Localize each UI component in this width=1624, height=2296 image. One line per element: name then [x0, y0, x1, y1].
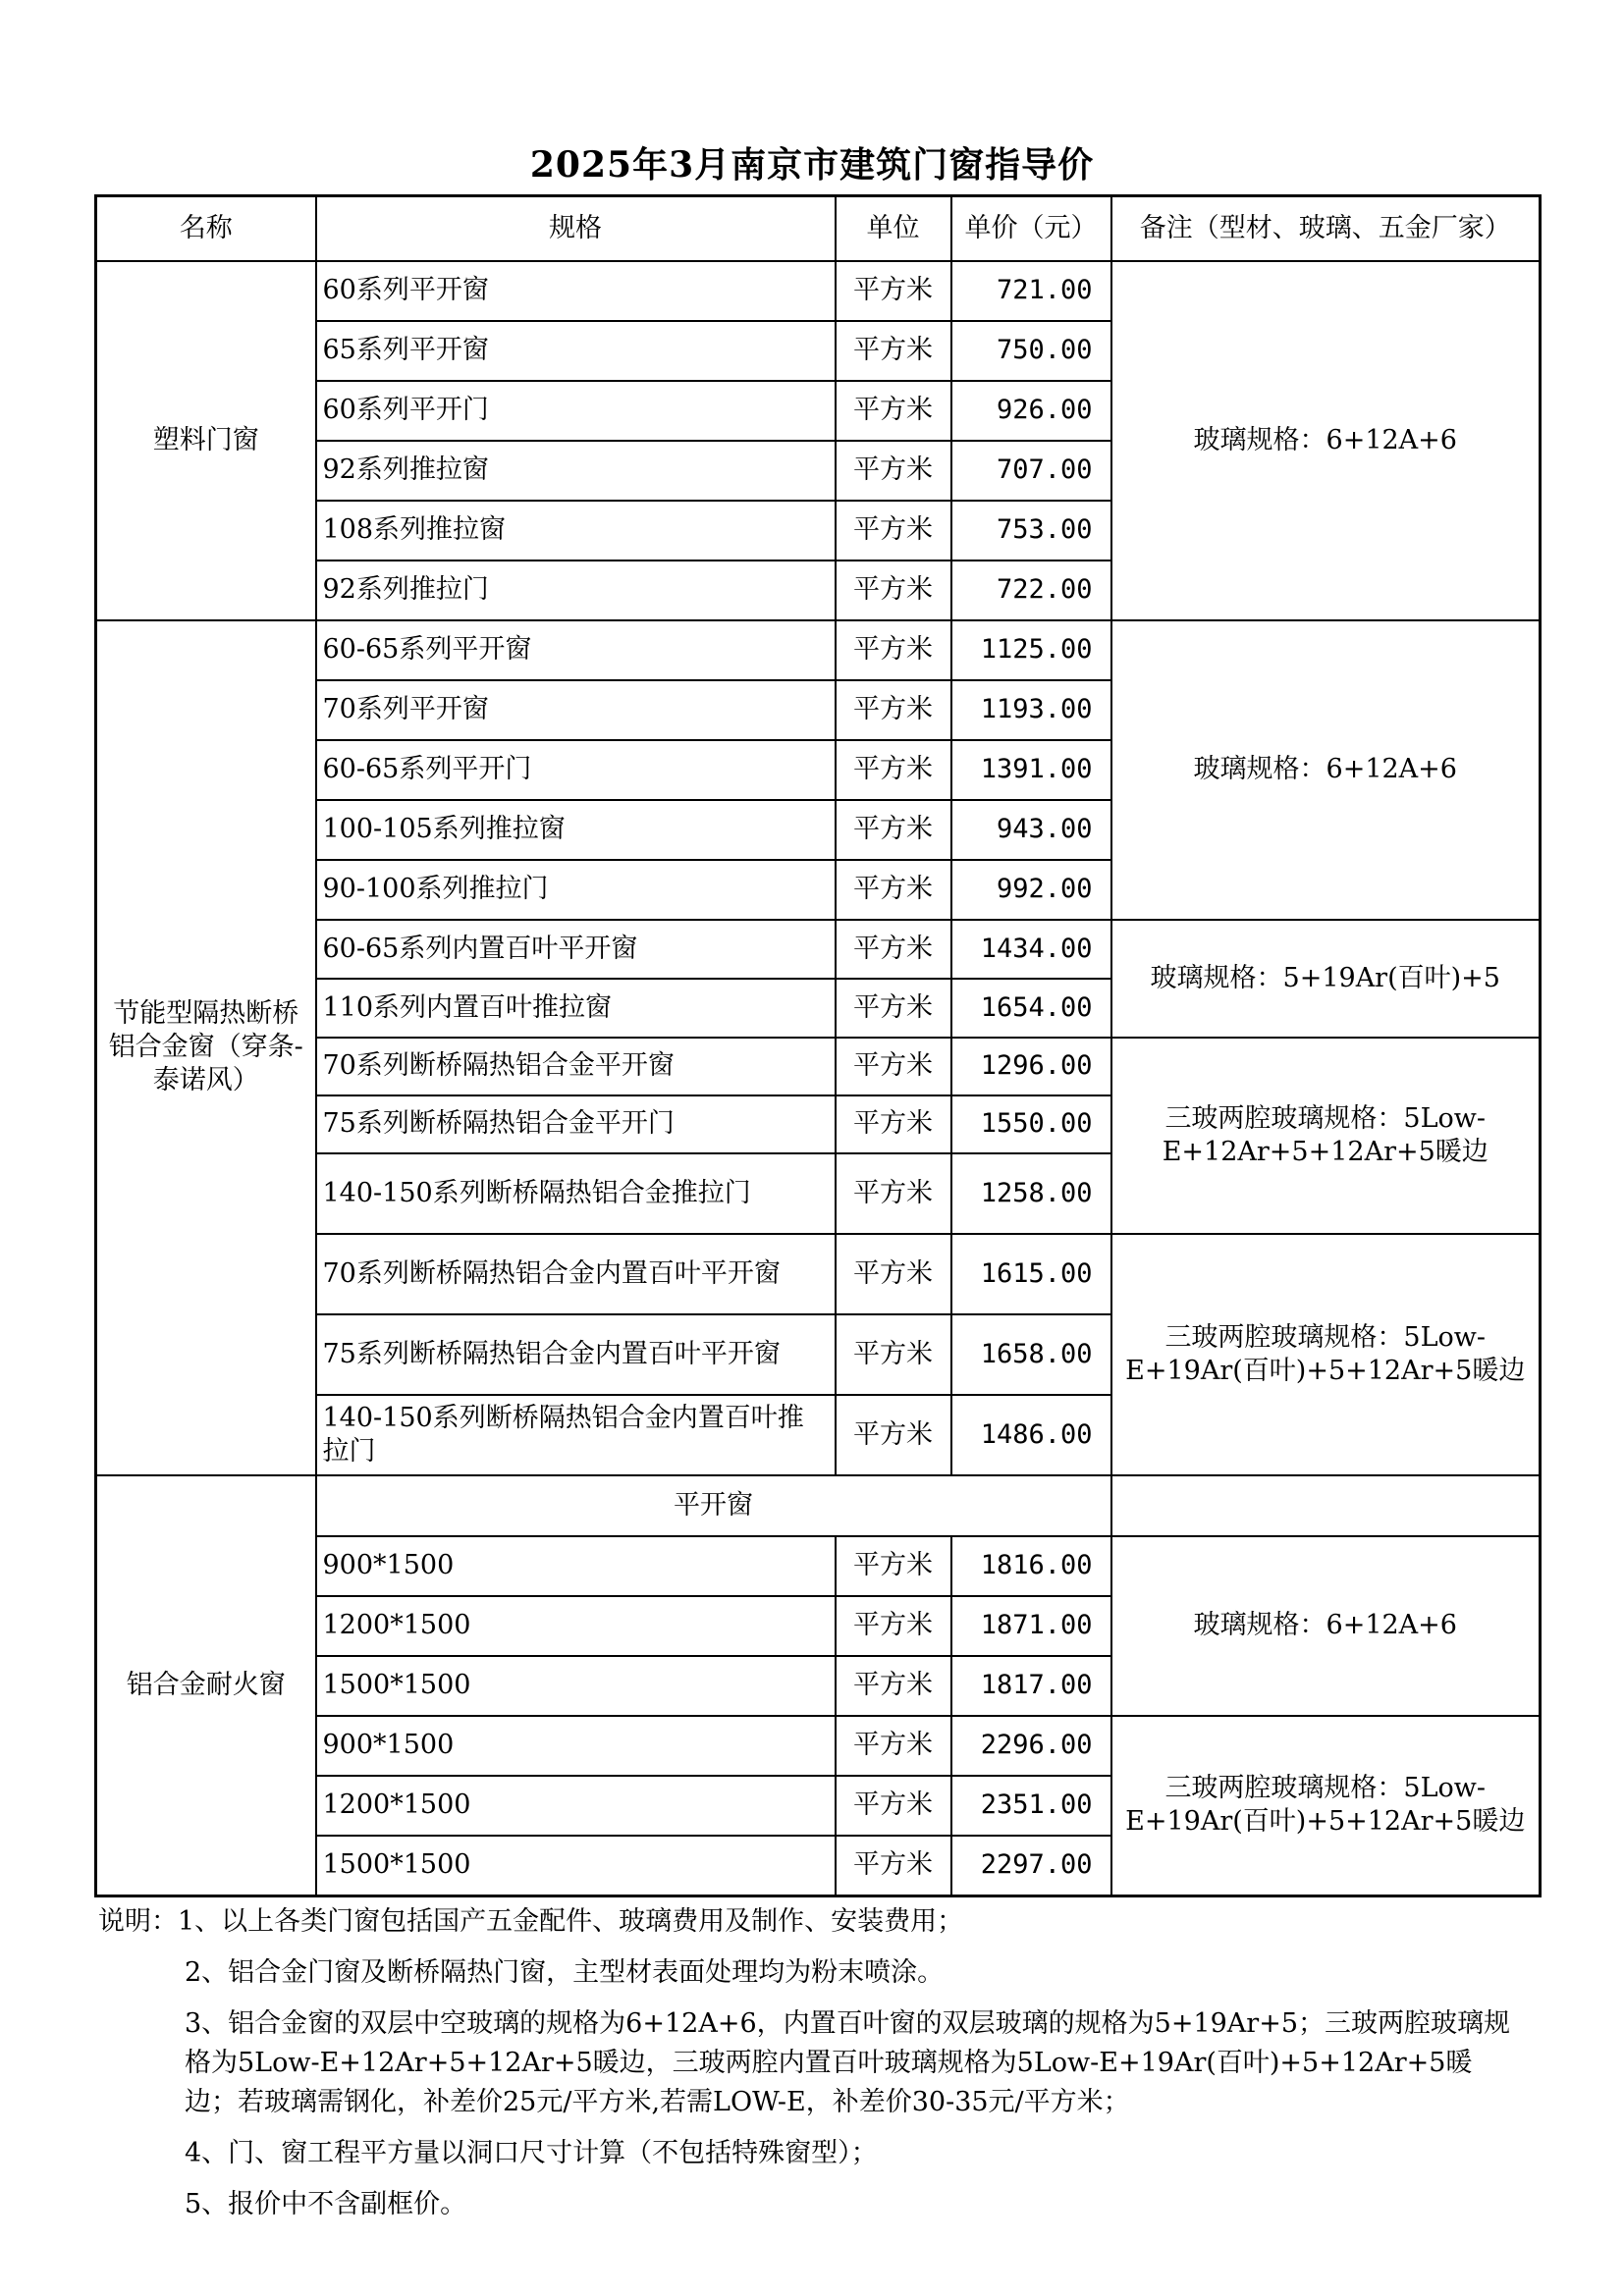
unit-cell: 平方米 [836, 1395, 951, 1475]
price-cell: 1258.00 [951, 1153, 1111, 1234]
header-name: 名称 [96, 196, 316, 261]
price-cell: 750.00 [951, 321, 1111, 381]
unit-cell: 平方米 [836, 680, 951, 740]
header-unit: 单位 [836, 196, 951, 261]
unit-cell: 平方米 [836, 979, 951, 1038]
unit-cell: 平方米 [836, 261, 951, 321]
price-cell: 1654.00 [951, 979, 1111, 1038]
price-cell: 2351.00 [951, 1776, 1111, 1836]
page-title: 2025年3月南京市建筑门窗指导价 [529, 144, 1095, 186]
footnote-item: 2、铝合金门窗及断桥隔热门窗，主型材表面处理均为粉末喷涂。 [185, 1957, 945, 1988]
empty-note-cell [1111, 1475, 1541, 1536]
spec-cell: 900*1500 [316, 1716, 836, 1776]
price-cell: 753.00 [951, 501, 1111, 561]
header-spec: 规格 [316, 196, 836, 261]
unit-cell: 平方米 [836, 1536, 951, 1596]
price-cell: 707.00 [951, 441, 1111, 501]
unit-cell: 平方米 [836, 1038, 951, 1095]
unit-cell: 平方米 [836, 561, 951, 620]
spec-cell: 1500*1500 [316, 1656, 836, 1716]
spec-cell: 70系列断桥隔热铝合金平开窗 [316, 1038, 836, 1095]
unit-cell: 平方米 [836, 860, 951, 920]
spec-cell: 140-150系列断桥隔热铝合金内置百叶推拉门 [316, 1395, 836, 1475]
price-cell: 1817.00 [951, 1656, 1111, 1716]
unit-cell: 平方米 [836, 1716, 951, 1776]
price-cell: 1486.00 [951, 1395, 1111, 1475]
note-cell: 三玻两腔玻璃规格：5Low-E+19Ar(百叶)+5+12Ar+5暖边 [1111, 1234, 1541, 1475]
spec-cell: 92系列推拉门 [316, 561, 836, 620]
unit-cell: 平方米 [836, 1836, 951, 1896]
spec-cell: 140-150系列断桥隔热铝合金推拉门 [316, 1153, 836, 1234]
spec-cell: 1200*1500 [316, 1776, 836, 1836]
note-cell: 三玻两腔玻璃规格：5Low-E+19Ar(百叶)+5+12Ar+5暖边 [1111, 1716, 1541, 1896]
price-cell: 1871.00 [951, 1596, 1111, 1656]
spec-cell: 92系列推拉窗 [316, 441, 836, 501]
unit-cell: 平方米 [836, 800, 951, 860]
unit-cell: 平方米 [836, 1234, 951, 1314]
spec-cell: 70系列平开窗 [316, 680, 836, 740]
unit-cell: 平方米 [836, 1314, 951, 1395]
spec-cell: 900*1500 [316, 1536, 836, 1596]
footnotes [98, 1902, 1512, 2236]
spec-cell: 70系列断桥隔热铝合金内置百叶平开窗 [316, 1234, 836, 1314]
price-cell: 2297.00 [951, 1836, 1111, 1896]
price-cell: 1391.00 [951, 740, 1111, 800]
spec-cell: 1200*1500 [316, 1596, 836, 1656]
group-name-aluminum: 节能型隔热断桥铝合金窗（穿条-泰诺风） [96, 620, 316, 1475]
price-cell: 1434.00 [951, 920, 1111, 979]
unit-cell: 平方米 [836, 1095, 951, 1153]
price-cell: 1550.00 [951, 1095, 1111, 1153]
price-cell: 1658.00 [951, 1314, 1111, 1395]
unit-cell: 平方米 [836, 381, 951, 441]
header-price: 单价（元） [951, 196, 1111, 261]
unit-cell: 平方米 [836, 501, 951, 561]
unit-cell: 平方米 [836, 1656, 951, 1716]
spec-cell: 1500*1500 [316, 1836, 836, 1896]
unit-cell: 平方米 [836, 1153, 951, 1234]
price-cell: 1193.00 [951, 680, 1111, 740]
spec-cell: 108系列推拉窗 [316, 501, 836, 561]
header-note: 备注（型材、玻璃、五金厂家） [1111, 196, 1541, 261]
price-cell: 1615.00 [951, 1234, 1111, 1314]
unit-cell: 平方米 [836, 920, 951, 979]
price-cell: 1816.00 [951, 1536, 1111, 1596]
footnote-item: 3、铝合金窗的双层中空玻璃的规格为6+12A+6，内置百叶窗的双层玻璃的规格为5+19Ar+5；三玻两腔玻璃规格为5Low-E+12Ar+5+12Ar+5暖边，三玻两腔内置百叶玻璃规格为5Low-E+19Ar(百叶)+5+12Ar+5暖边；若玻璃需钢化，补差价25元/平方米,若需LOW-E，补差价30-35元/平方米； [185, 2008, 1510, 2117]
footnote-item: 4、门、窗工程平方量以洞口尺寸计算（不包括特殊窗型）； [185, 2138, 878, 2168]
spec-cell: 65系列平开窗 [316, 321, 836, 381]
spec-cell: 75系列断桥隔热铝合金平开门 [316, 1095, 836, 1153]
note-cell: 玻璃规格：6+12A+6 [1111, 1536, 1541, 1716]
spec-cell: 90-100系列推拉门 [316, 860, 836, 920]
footnote-item: 说明：1、以上各类门窗包括国产五金配件、玻璃费用及制作、安装费用； [98, 1906, 964, 1937]
note-cell: 玻璃规格：6+12A+6 [1111, 620, 1541, 920]
footnote-item: 5、报价中不含副框价。 [185, 2189, 467, 2219]
note-cell: 三玻两腔玻璃规格：5Low-E+12Ar+5+12Ar+5暖边 [1111, 1038, 1541, 1234]
group-name-fire: 铝合金耐火窗 [96, 1475, 316, 1896]
unit-cell: 平方米 [836, 1776, 951, 1836]
table-header-row [96, 196, 1541, 261]
price-table [94, 194, 1542, 1897]
price-cell: 926.00 [951, 381, 1111, 441]
spec-cell: 60系列平开窗 [316, 261, 836, 321]
spec-cell: 60-65系列内置百叶平开窗 [316, 920, 836, 979]
price-cell: 992.00 [951, 860, 1111, 920]
spec-cell: 110系列内置百叶推拉窗 [316, 979, 836, 1038]
price-cell: 721.00 [951, 261, 1111, 321]
table-row [96, 620, 1541, 680]
unit-cell: 平方米 [836, 321, 951, 381]
spec-cell: 60-65系列平开门 [316, 740, 836, 800]
unit-cell: 平方米 [836, 1596, 951, 1656]
price-cell: 943.00 [951, 800, 1111, 860]
subheader-cell: 平开窗 [316, 1475, 1111, 1536]
price-cell: 722.00 [951, 561, 1111, 620]
group-name-plastic: 塑料门窗 [96, 261, 316, 620]
price-cell: 2296.00 [951, 1716, 1111, 1776]
spec-cell: 60-65系列平开窗 [316, 620, 836, 680]
spec-cell: 75系列断桥隔热铝合金内置百叶平开窗 [316, 1314, 836, 1395]
unit-cell: 平方米 [836, 740, 951, 800]
note-cell: 玻璃规格：5+19Ar(百叶)+5 [1111, 920, 1541, 1038]
unit-cell: 平方米 [836, 441, 951, 501]
spec-cell: 100-105系列推拉窗 [316, 800, 836, 860]
price-cell: 1125.00 [951, 620, 1111, 680]
table-row [96, 1475, 1541, 1536]
price-cell: 1296.00 [951, 1038, 1111, 1095]
table-row [96, 261, 1541, 321]
note-cell: 玻璃规格：6+12A+6 [1111, 261, 1541, 620]
spec-cell: 60系列平开门 [316, 381, 836, 441]
unit-cell: 平方米 [836, 620, 951, 680]
